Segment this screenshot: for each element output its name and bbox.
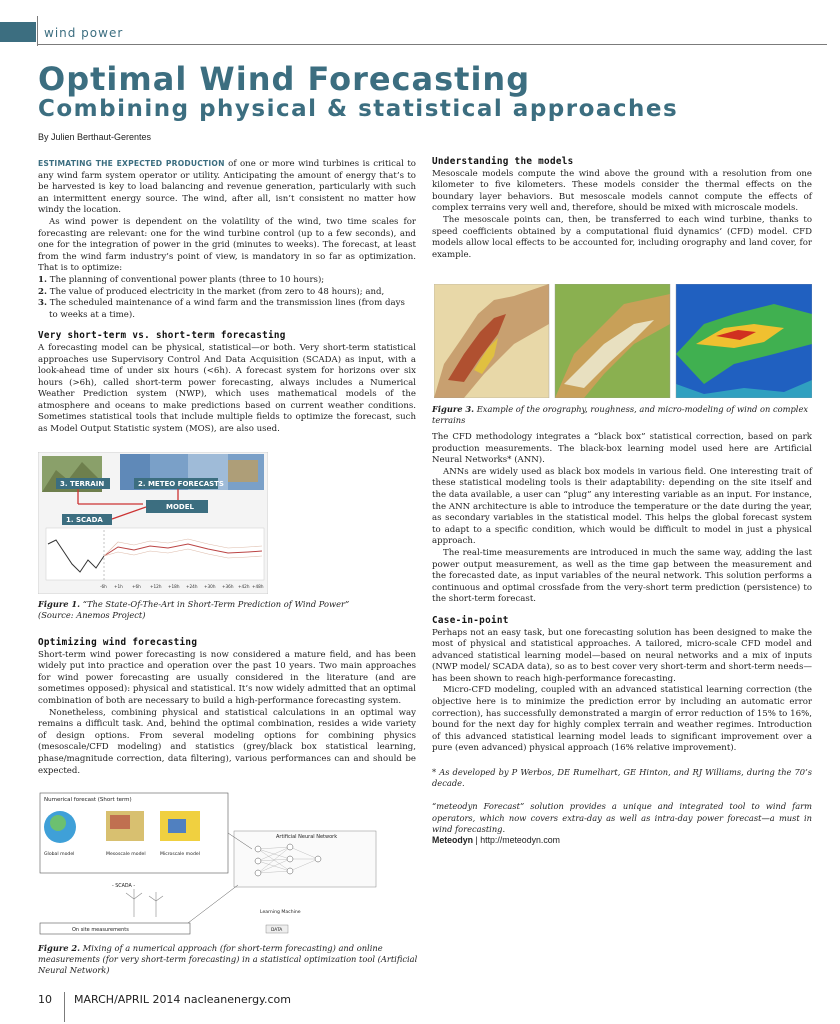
article-subtitle: Combining physical & statistical approaches — [38, 96, 679, 122]
svg-text:Global model: Global model — [44, 852, 75, 857]
paragraph: Micro-CFD modeling, coupled with an advanced statistical learning correction (the objective here is to minimize the prediction error by including an automatic error correction), has successfully demonstrated a margin of error reduction of 15% to 16%, bound for the next day for highly complex terrain and weather regimes. Introduction of this advanced statistical learning model leads to significant improvement over a pure (even advanced) physical approach (16% relative improvement). — [432, 685, 812, 754]
paragraph: Short-term wind power forecasting is now considered a mature field, and has been widely put into practice and operation over the past 10 years. Two main approaches for wind power forecasting are usually considered in the literature (and are sometimes opposed): physical and statistical. It’s now widely admitted that an optimal combination of both are necessary to build a high-performance forecasting system. — [38, 649, 416, 706]
header-rule — [37, 44, 827, 45]
meteo-label: 2. METEO FORECASTS — [138, 480, 224, 488]
paragraph: The CFD methodology integrates a “black box” statistical correction, based on park production measurements. The black-box learning model used here are Artificial Neural Networks* (ANN). — [432, 432, 812, 466]
onsite-measurements-label: On site measurements — [72, 927, 129, 933]
page-number: 10 — [38, 993, 52, 1006]
section-heading: Case-in-point — [432, 614, 509, 626]
svg-text:+42h: +42h — [238, 584, 250, 589]
section-heading: Optimizing wind forecasting — [38, 637, 198, 648]
figure-2-caption: Figure 2. Mixing of a numerical approach (for short-term forecasting) and online measurements (for very short-term forecasting) in a statistical optimization tool (Artificial Neural Network) — [38, 943, 418, 976]
paragraph: Perhaps not an easy task, but one forecasting solution has been designed to make the most of physical and statistical approaches. A tailored, micro-scale CFD model and advanced statistical learning model—based on neural networks and a mix of inputs (NWP model/ SCADA data), so as to best cover very short-term and short-term needs—has been shown to reach high-performance forecasting. — [432, 627, 812, 684]
footnote: * As developed by P Werbos, DE Rumelhart, GE Hinton, and RJ Williams, during the 70’s decade. — [432, 767, 812, 789]
paragraph: ANNs are widely used as black box models in various field. One interesting trait of these statistical modeling tools is their adaptability: depending on the site itself and the data available, a user can “plug” any interesting variable as an input. For instance, the ANN architecture is able to introduce the temperature or the date during the year, as secondary variables in the statistical model. This helps the global forecast system to adapt to a specific condition, which would be difficult to model in just a physical approach. — [432, 466, 812, 547]
list-item: 3. The scheduled maintenance of a wind farm and the transmission lines (from days to weeks at a time). — [38, 298, 405, 320]
svg-text:+36h: +36h — [222, 584, 234, 589]
model-label: MODEL — [166, 503, 194, 511]
company-credit: Meteodyn | http://meteodyn.com — [432, 835, 560, 846]
svg-text:+1h: +1h — [114, 584, 123, 589]
figure-3-graphic — [434, 284, 812, 398]
list-item: 2. The value of produced electricity in the market (from zero to 48 hours); and, — [38, 286, 385, 297]
right-column-top — [432, 152, 812, 261]
forecast-chart-area — [46, 528, 264, 580]
paragraph: Nonetheless, combining physical and statistical calculations in an optimal way remains a difficult task. And, behind the optimal combination, resides a wide variety of design options. From several modeling options for combining physics (mesoscale/CFD modeling) and statistics (grey/black box statistical learning, phase/magnitude correction, data filtering), various performances can and should be expected. — [38, 707, 416, 776]
section-tab — [0, 22, 36, 42]
scada-label: 1. SCADA — [66, 516, 103, 524]
svg-text:+12h: +12h — [150, 584, 162, 589]
scada-label: - SCADA - — [112, 884, 136, 889]
svg-text:+30h: +30h — [204, 584, 216, 589]
intro-lead: ESTIMATING THE EXPECTED PRODUCTION — [38, 159, 225, 168]
ann-title: Artificial Neural Network — [276, 834, 338, 840]
list-item: 1. The planning of conventional power plants (three to 10 hours); — [38, 274, 325, 285]
svg-text:+18h: +18h — [168, 584, 180, 589]
svg-text:+48h: +48h — [252, 584, 264, 589]
figure-1-caption: Figure 1. “The State-Of-The-Art in Short-Term Prediction of Wind Power” (Source: Anemos Project) — [38, 599, 350, 621]
header-divider — [37, 16, 38, 46]
byline: By Julien Berthaut-Gerentes — [38, 132, 152, 142]
svg-text:+6h: +6h — [132, 584, 141, 589]
section-heading: Understanding the models — [432, 156, 574, 167]
issue-info: MARCH/APRIL 2014 nacleanenergy.com — [74, 993, 291, 1006]
figure-3-caption: Figure 3. Example of the orography, roughness, and micro-modeling of wind on complex terrains — [432, 404, 809, 426]
svg-text:-6h: -6h — [100, 584, 107, 589]
intro-paragraph: ESTIMATING THE EXPECTED PRODUCTION of one or more wind turbines is critical to any wind farm system operator or utility. Anticipating the amount of energy that’s to be harvested is key to load balancing and revenue generation, particularly with such an intermittent energy source. The wind, after all, isn’t consistent no matter how windy the location. — [38, 159, 416, 216]
svg-text:Microscale model: Microscale model — [160, 852, 200, 857]
footer-divider — [64, 992, 65, 1022]
paragraph: As wind power is dependent on the volatility of the wind, two time scales for forecasting are relevant: one for the wind turbine control (up to a few seconds), and one for the integration of power in the grid (minutes to weeks). The forecast, at least from the wind farm industry’s point of view, is mandatory in so far as optimization. That is to optimize: — [38, 216, 416, 274]
svg-text:Mesoscale model: Mesoscale model — [106, 852, 146, 857]
promo-note: “meteodyn Forecast” solution provides a unique and integrated tool to wind farm operators, which now covers extra-day as well as intra-day power forecast—a must in wind forecasting. — [432, 801, 812, 834]
svg-text:+24h: +24h — [186, 584, 198, 589]
section-heading: Very short-term vs. short-term forecasting — [38, 330, 286, 342]
terrain-label: 3. TERRAIN — [60, 480, 105, 488]
right-column-bottom — [432, 432, 812, 847]
left-column-bottom — [38, 628, 416, 777]
figure-1-graphic — [38, 452, 268, 594]
section-label: wind power — [44, 26, 124, 40]
paragraph: The mesoscale points can, then, be transferred to each wind turbine, thanks to speed coefficients obtained by a computational fluid dynamics’ (CFD) model. CFD models allow local effects to be accounted for, including orography and land cover, for example. — [432, 214, 812, 260]
figure-2-graphic — [38, 789, 378, 937]
left-column-top — [38, 158, 416, 436]
paragraph: The real-time measurements are introduced in much the same way, adding the last power output measurement, as well as the time gap between the measurement and the forecasted date, as input variables of the neural network. This solution performs a continuous and optimal crossfade from the very-short term prediction (persistence) to the short-term forecast. — [432, 547, 812, 605]
paragraph: Mesoscale models compute the wind above the ground with a resolution from one kilometer to five kilometers. These models consider the thermal effects on the boundary layer behaviors. But mesoscale models cannot compute the effects of complex terrains very well and, therefore, should be mixed with microscale models. — [432, 168, 812, 214]
optimization-list — [38, 275, 416, 321]
article-title: Optimal Wind Forecasting — [38, 60, 531, 98]
data-label: DATA — [271, 928, 283, 933]
numerical-forecast-title: Numerical forecast (Short term) — [44, 797, 132, 803]
paragraph: A forecasting model can be physical, statistical—or both. Very short-term statistical approaches use Supervisory Control And Data Acquisition (SCADA) as input, with a look-ahead time of under six hours (<6h). A forecast system for horizons over six hours (>6h), called short-term power forecasting, always includes a Numerical Weather Prediction system (NWP), which uses mathematical models of the atmosphere and oceans to make predictions based on current weather conditions. Sometimes statistical tools that include multiple fields to optimize the forecast, such as Model Output Statistic system (MOS), are also used. — [38, 342, 416, 435]
learning-machine-label: Learning Machine — [260, 910, 301, 915]
